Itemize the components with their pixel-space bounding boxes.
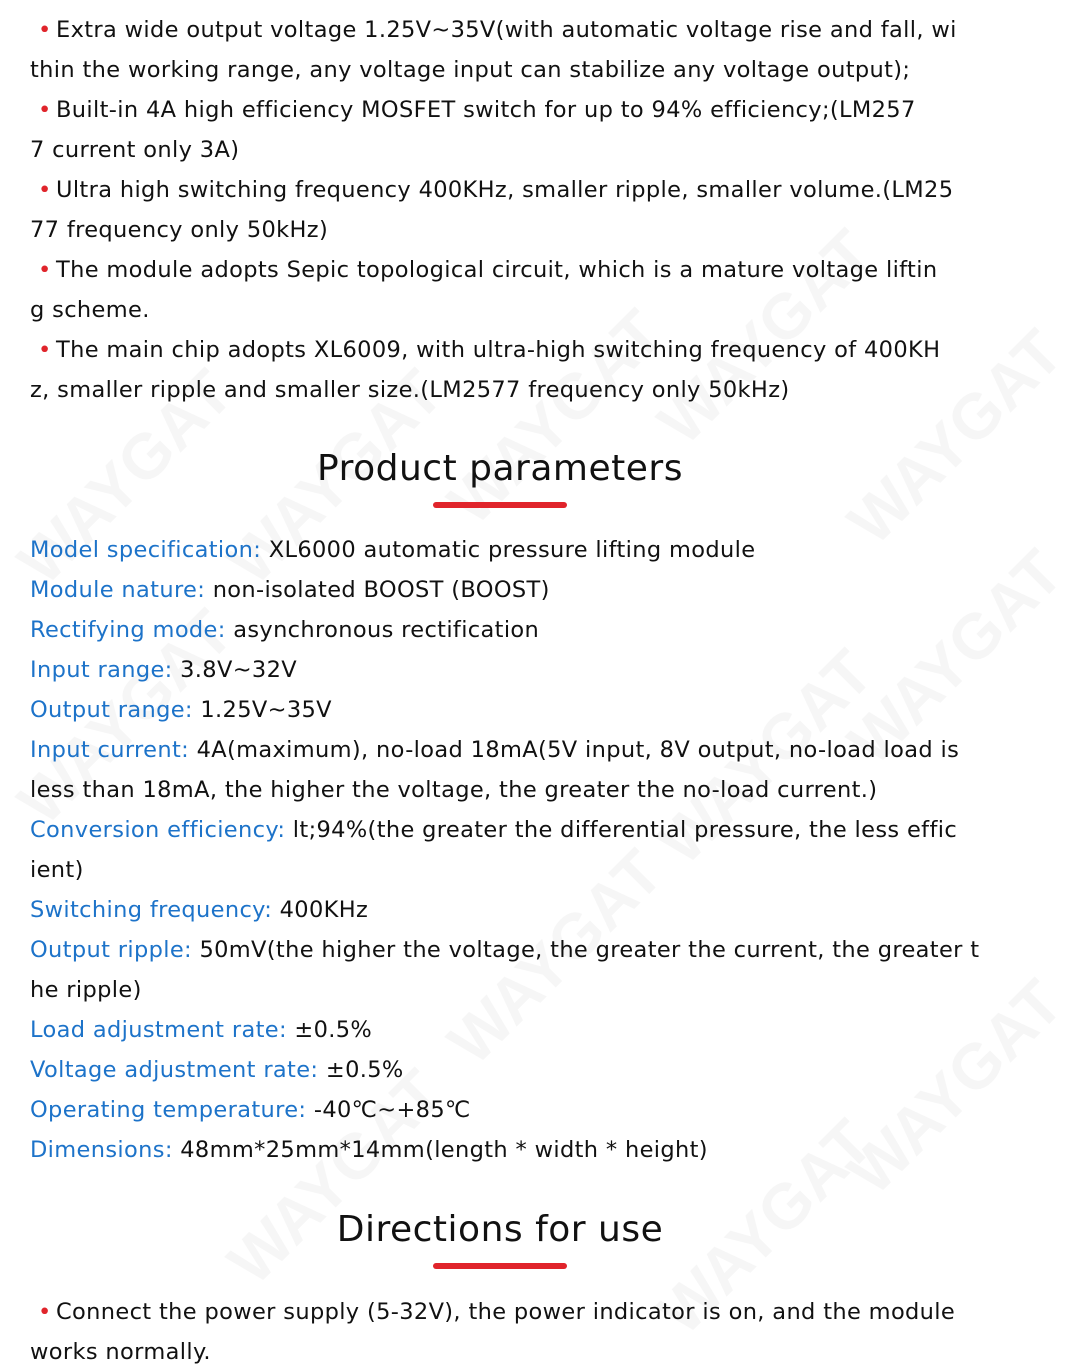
param-label: Load adjustment rate: bbox=[30, 1017, 287, 1043]
param-row bbox=[30, 570, 975, 610]
param-value: XL6000 automatic pressure lifting module bbox=[261, 537, 756, 563]
direction-line: • Connect the power supply (5-32V), the power indicator is on, and the module bbox=[30, 1292, 975, 1332]
param-label: Input current: bbox=[30, 737, 190, 763]
param-row bbox=[30, 690, 975, 730]
feature-line: • Ultra high switching frequency 400KHz, smaller ripple, smaller volume.(LM25 bbox=[30, 170, 975, 210]
param-row-continued bbox=[30, 850, 975, 890]
param-label: Input range: bbox=[30, 657, 173, 683]
param-label: Output ripple: bbox=[30, 937, 192, 963]
param-value: 4A(maximum), no-load 18mA(5V input, 8V output, no-load load is bbox=[189, 737, 960, 763]
bullet-dot: • bbox=[38, 337, 52, 363]
param-label: Model specification: bbox=[30, 537, 262, 563]
param-value: ±0.5% bbox=[318, 1057, 404, 1083]
param-row-continued bbox=[30, 970, 975, 1010]
feature-line: g scheme. bbox=[30, 297, 150, 323]
section-heading-directions: Directions for use bbox=[336, 1209, 664, 1250]
param-label: Switching frequency: bbox=[30, 897, 273, 923]
bullet-dot: • bbox=[38, 177, 52, 203]
feature-line: • The module adopts Sepic topological circuit, which is a mature voltage liftin bbox=[30, 250, 975, 290]
feature-line: z, smaller ripple and smaller size.(LM2577 frequency only 50kHz) bbox=[30, 377, 790, 403]
param-label: Operating temperature: bbox=[30, 1097, 307, 1123]
section-heading-parameters: Product parameters bbox=[317, 448, 683, 489]
param-value: -40℃~+85℃ bbox=[306, 1097, 471, 1123]
param-row bbox=[30, 1090, 975, 1130]
bullet-dot: • bbox=[38, 1299, 52, 1325]
bullet-dot: • bbox=[38, 257, 52, 283]
param-value: he ripple) bbox=[30, 977, 142, 1003]
param-label: Conversion efficiency: bbox=[30, 817, 286, 843]
param-value: ient) bbox=[30, 857, 84, 883]
param-value: less than 18mA, the higher the voltage, the greater the no-load current.) bbox=[30, 777, 878, 803]
param-value: 50mV(the higher the voltage, the greater the current, the greater t bbox=[191, 937, 980, 963]
bullet-dot: • bbox=[38, 17, 52, 43]
param-value: asynchronous rectification bbox=[225, 617, 540, 643]
feature-line: 77 frequency only 50kHz) bbox=[30, 217, 329, 243]
feature-line: thin the working range, any voltage input can stabilize any voltage output); bbox=[30, 57, 911, 83]
param-value: 1.25V~35V bbox=[192, 697, 332, 723]
param-label: Module nature: bbox=[30, 577, 206, 603]
param-row bbox=[30, 610, 975, 650]
param-label: Rectifying mode: bbox=[30, 617, 226, 643]
heading-underline bbox=[433, 502, 567, 508]
param-row-continued bbox=[30, 770, 975, 810]
param-row bbox=[30, 1130, 975, 1170]
param-row bbox=[30, 650, 975, 690]
param-value: ±0.5% bbox=[286, 1017, 373, 1043]
param-label: Voltage adjustment rate: bbox=[30, 1057, 319, 1083]
feature-line: 7 current only 3A) bbox=[30, 137, 240, 163]
direction-line: works normally. bbox=[30, 1339, 211, 1365]
param-label: Dimensions: bbox=[30, 1137, 173, 1163]
param-value: 48mm*25mm*14mm(length * width * height) bbox=[172, 1137, 708, 1163]
param-row bbox=[30, 1050, 975, 1090]
param-value: non-isolated BOOST (BOOST) bbox=[205, 577, 550, 603]
param-row bbox=[30, 810, 975, 850]
heading-underline bbox=[433, 1263, 567, 1269]
param-label: Output range: bbox=[30, 697, 193, 723]
param-value: 3.8V~32V bbox=[172, 657, 297, 683]
feature-line: • Extra wide output voltage 1.25V~35V(with automatic voltage rise and fall, wi bbox=[30, 10, 975, 50]
param-value: 400KHz bbox=[272, 897, 369, 923]
param-row bbox=[30, 530, 975, 570]
param-row bbox=[30, 890, 975, 930]
feature-line: • The main chip adopts XL6009, with ultra-high switching frequency of 400KH bbox=[30, 330, 975, 370]
bullet-dot: • bbox=[38, 97, 52, 123]
param-value: lt;94%(the greater the differential pressure, the less effic bbox=[285, 817, 958, 843]
param-row bbox=[30, 1010, 975, 1050]
param-row bbox=[30, 930, 980, 970]
param-row bbox=[30, 730, 975, 770]
feature-line: • Built-in 4A high efficiency MOSFET switch for up to 94% efficiency;(LM257 bbox=[30, 90, 975, 130]
